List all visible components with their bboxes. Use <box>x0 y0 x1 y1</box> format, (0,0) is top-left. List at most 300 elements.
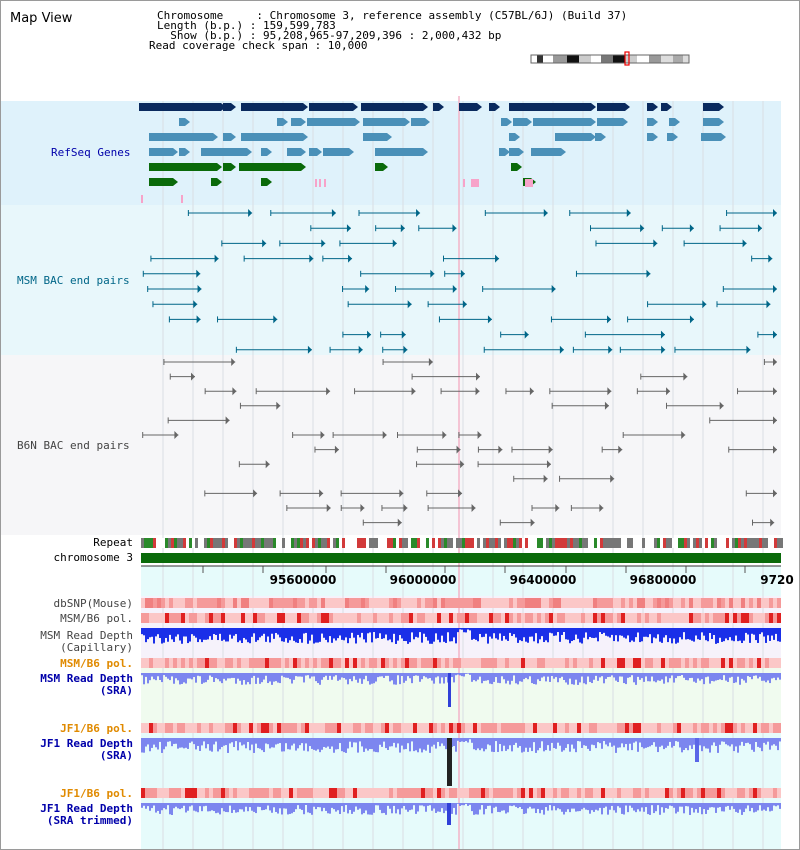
gene-model[interactable] <box>597 103 625 111</box>
gene-model[interactable] <box>179 148 185 156</box>
gene-model[interactable] <box>239 163 301 171</box>
gene-model[interactable] <box>261 148 267 156</box>
read-depth-bar <box>297 803 299 805</box>
read-depth-bar <box>305 673 307 676</box>
repeat-element <box>603 538 606 548</box>
track-label-jf1-read-depth-sra[interactable]: JF1 Read Depth (SRA) <box>40 737 133 762</box>
polymorphism-cell <box>761 723 765 733</box>
repeat-element <box>318 538 321 548</box>
repeat-element <box>426 538 429 548</box>
gene-model[interactable] <box>179 118 185 126</box>
gene-model[interactable] <box>307 118 355 126</box>
polymorphism-cell <box>445 788 449 798</box>
read-depth-bar <box>421 673 423 679</box>
read-depth-bar <box>355 738 357 743</box>
gene-model[interactable] <box>149 163 217 171</box>
read-depth-bar <box>287 628 289 643</box>
polymorphism-cell <box>661 598 665 608</box>
read-depth-bar <box>189 628 191 642</box>
read-depth-bar <box>467 673 469 674</box>
read-depth-bar <box>723 628 725 641</box>
polymorphism-cell <box>473 613 477 623</box>
read-depth-bar <box>571 673 573 684</box>
polymorphism-cell <box>705 723 709 733</box>
read-depth-bar <box>631 673 633 675</box>
read-depth-bar <box>729 628 731 637</box>
polymorphism-cell <box>577 613 581 623</box>
polymorphism-cell <box>425 613 429 623</box>
read-depth-bar <box>257 673 259 678</box>
read-depth-bar <box>587 738 589 749</box>
polymorphism-cell <box>169 598 173 608</box>
repeat-element <box>156 538 159 548</box>
read-depth-bar <box>309 738 311 746</box>
read-depth-bar <box>773 803 775 806</box>
read-depth-bar <box>327 803 329 813</box>
read-depth-bar <box>649 673 651 681</box>
read-depth-bar <box>435 803 437 813</box>
repeat-element <box>735 538 738 548</box>
gene-model[interactable] <box>287 148 301 156</box>
repeat-element <box>363 538 366 548</box>
gene-model[interactable] <box>597 118 623 126</box>
gene-model[interactable] <box>223 103 231 111</box>
polymorphism-cell <box>453 598 457 608</box>
polymorphism-cell <box>189 613 193 623</box>
read-depth-bar <box>377 628 379 638</box>
polymorphism-cell <box>413 723 417 733</box>
polymorphism-cell <box>237 723 241 733</box>
read-depth-bar <box>225 628 227 642</box>
read-depth-bar <box>193 673 195 677</box>
read-depth-bar <box>757 628 759 643</box>
polymorphism-cell <box>697 723 701 733</box>
read-depth-bar <box>741 628 743 643</box>
length-line: Length (b.p.) : 159,599,783 <box>157 19 336 32</box>
polymorphism-cell <box>749 598 753 608</box>
read-depth-bar <box>361 803 363 814</box>
polymorphism-cell <box>773 788 777 798</box>
gene-model[interactable] <box>261 178 267 186</box>
read-depth-bar <box>587 673 589 677</box>
read-depth-bar <box>339 738 341 743</box>
read-depth-bar <box>211 738 213 752</box>
read-depth-bar <box>413 803 415 805</box>
gene-model[interactable] <box>511 163 517 171</box>
gene-model[interactable] <box>647 118 653 126</box>
repeat-element <box>141 538 144 548</box>
polymorphism-cell <box>273 598 277 608</box>
read-depth-bar <box>747 803 749 805</box>
read-depth-bar <box>545 673 547 681</box>
polymorphism-cell <box>501 613 505 623</box>
read-depth-bar <box>477 803 479 815</box>
polymorphism-cell <box>701 613 705 623</box>
polymorphism-cell <box>373 723 377 733</box>
gene-model[interactable] <box>363 133 387 141</box>
read-depth-bar <box>357 803 359 810</box>
polymorphism-cell <box>597 788 601 798</box>
polymorphism-cell <box>277 613 281 623</box>
read-depth-bar <box>329 628 331 636</box>
gene-model[interactable] <box>149 178 173 186</box>
polymorphism-cell <box>437 788 441 798</box>
polymorphism-cell <box>589 598 593 608</box>
polymorphism-cell <box>625 658 629 668</box>
read-depth-bar <box>161 673 163 682</box>
read-depth-bar <box>369 803 371 815</box>
read-depth-bar <box>559 738 561 746</box>
gene-model[interactable] <box>149 133 213 141</box>
gene-model[interactable] <box>361 103 423 111</box>
read-depth-bar <box>423 628 425 634</box>
polymorphism-cell <box>501 598 505 608</box>
gene-model[interactable] <box>509 148 519 156</box>
ideogram-band <box>543 55 553 63</box>
read-depth-bar <box>439 628 441 642</box>
polymorphism-cell <box>649 613 653 623</box>
read-depth-bar <box>599 628 601 632</box>
polymorphism-cell <box>749 788 753 798</box>
read-depth-bar <box>751 628 753 634</box>
polymorphism-cell <box>505 788 509 798</box>
polymorphism-cell <box>649 723 653 733</box>
read-depth-bar <box>521 673 523 682</box>
page-title: Map View <box>10 11 73 26</box>
gene-model[interactable] <box>647 133 653 141</box>
read-depth-bar <box>519 738 521 746</box>
track-label-chromosome[interactable]: chromosome 3 <box>53 551 133 564</box>
read-depth-bar <box>669 738 671 742</box>
polymorphism-cell <box>445 613 449 623</box>
gene-model[interactable] <box>201 148 247 156</box>
track-label-msm-read-depth-sra[interactable]: MSM Read Depth (SRA) <box>40 672 133 697</box>
track-label-refseq[interactable]: RefSeq Genes <box>51 146 131 159</box>
read-depth-bar <box>519 673 521 681</box>
read-depth-bar <box>697 803 699 813</box>
gene-model[interactable] <box>139 103 221 111</box>
read-depth-bar <box>579 738 581 741</box>
read-depth-bar <box>575 803 577 812</box>
read-depth-bar <box>529 738 531 748</box>
read-depth-bar <box>281 673 283 676</box>
repeat-element <box>612 538 615 548</box>
read-depth-bar <box>417 628 419 638</box>
polymorphism-cell <box>237 598 241 608</box>
repeat-element <box>315 538 318 548</box>
read-depth-bar <box>779 738 781 741</box>
read-depth-bar <box>389 628 391 639</box>
read-depth-bar <box>227 673 229 678</box>
gene-model[interactable] <box>241 103 303 111</box>
track-label-dbsnp[interactable]: dbSNP(Mouse) <box>53 597 133 610</box>
read-depth-bar <box>155 673 157 680</box>
track-label-b6n-bac[interactable]: B6N BAC end pairs <box>17 439 130 452</box>
polymorphism-cell <box>393 598 397 608</box>
read-depth-bar <box>733 628 735 641</box>
read-depth-bar <box>379 673 381 677</box>
gene-model[interactable] <box>509 103 591 111</box>
repeat-element <box>312 538 315 548</box>
read-depth-bar <box>655 738 657 747</box>
track-label-msm-b6-pol-1[interactable]: MSM/B6 pol. <box>60 612 133 625</box>
polymorphism-cell <box>317 613 321 623</box>
read-depth-bar <box>739 803 741 809</box>
read-depth-bar <box>751 673 753 679</box>
chromosome-bar[interactable] <box>141 553 781 563</box>
read-depth-bar <box>319 803 321 807</box>
read-depth-bar <box>687 628 689 639</box>
gene-model[interactable] <box>375 148 423 156</box>
read-depth-bar <box>153 738 155 745</box>
gene-model[interactable] <box>433 103 439 111</box>
read-depth-bar <box>365 628 367 643</box>
repeat-element <box>693 538 696 548</box>
track-label-jf1-read-depth-trimmed[interactable]: JF1 Read Depth (SRA trimmed) <box>40 802 133 827</box>
polymorphism-cell <box>405 723 409 733</box>
read-depth-bar <box>333 738 335 753</box>
polymorphism-cell <box>245 598 249 608</box>
polymorphism-cell <box>261 788 265 798</box>
gene-model[interactable] <box>223 133 231 141</box>
read-depth-bar <box>681 738 683 752</box>
read-depth-bar <box>351 738 353 747</box>
polymorphism-cell <box>257 788 261 798</box>
show-range-line: Show (b.p.) : 95,208,965-97,209,396 : 2,000,432 bp <box>157 29 502 42</box>
polymorphism-cell <box>653 598 657 608</box>
polymorphism-cell <box>261 723 265 733</box>
read-depth-bar <box>645 738 647 748</box>
repeat-element <box>645 538 648 548</box>
read-depth-bar <box>415 803 417 814</box>
polymorphism-cell <box>457 723 461 733</box>
polymorphism-cell <box>413 598 417 608</box>
polymorphism-cell <box>441 598 445 608</box>
read-depth-bar <box>465 803 467 804</box>
polymorphism-cell <box>333 788 337 798</box>
read-depth-bar <box>317 673 319 683</box>
gene-model[interactable] <box>223 163 231 171</box>
polymorphism-cell <box>385 613 389 623</box>
polymorphism-cell <box>549 658 553 668</box>
read-depth-bar <box>525 628 527 642</box>
polymorphism-cell <box>449 788 453 798</box>
track-label-msm-bac[interactable]: MSM BAC end pairs <box>17 274 130 287</box>
gene-model[interactable] <box>513 118 527 126</box>
gene-model[interactable] <box>291 118 301 126</box>
read-depth-bar <box>179 738 181 748</box>
read-depth-bar <box>689 673 691 678</box>
read-depth-bar <box>181 738 183 747</box>
gene-model[interactable] <box>323 148 349 156</box>
read-depth-bar <box>509 738 511 745</box>
polymorphism-cell <box>313 598 317 608</box>
repeat-element <box>516 538 519 548</box>
read-depth-bar <box>499 673 501 683</box>
track-label-jf1-b6-pol-2[interactable]: JF1/B6 pol. <box>60 787 133 800</box>
read-depth-bar <box>227 803 229 812</box>
gene-model[interactable] <box>411 118 425 126</box>
read-depth-bar <box>291 673 293 684</box>
gene-model[interactable] <box>531 148 561 156</box>
read-depth-bar <box>595 673 597 676</box>
gene-model[interactable] <box>509 133 515 141</box>
read-depth-bar <box>227 738 229 753</box>
read-depth-bar <box>687 738 689 750</box>
gene-model[interactable] <box>501 118 507 126</box>
polymorphism-cell <box>345 613 349 623</box>
gene-model[interactable] <box>459 103 477 111</box>
read-depth-bar <box>501 628 503 641</box>
read-depth-bar <box>345 628 347 637</box>
track-label-jf1-b6-pol-1[interactable]: JF1/B6 pol. <box>60 722 133 735</box>
read-depth-bar <box>629 803 631 806</box>
repeat-element <box>306 538 309 548</box>
gene-model[interactable] <box>703 118 719 126</box>
read-depth-bar <box>141 803 143 808</box>
polymorphism-cell <box>553 723 557 733</box>
polymorphism-cell <box>533 658 537 668</box>
polymorphism-cell <box>561 658 565 668</box>
polymorphism-cell <box>613 788 617 798</box>
polymorphism-cell <box>365 598 369 608</box>
read-depth-bar <box>231 803 233 813</box>
read-depth-bar <box>167 673 169 679</box>
read-depth-bar <box>149 673 151 680</box>
polymorphism-cell <box>509 788 513 798</box>
polymorphism-cell <box>241 723 245 733</box>
track-label-msm-read-depth-capillary[interactable]: MSM Read Depth (Capillary) <box>40 629 133 654</box>
read-depth-bar <box>253 673 255 676</box>
gene-model[interactable] <box>669 118 675 126</box>
repeat-element <box>672 538 675 548</box>
gene-model[interactable] <box>277 118 283 126</box>
polymorphism-cell <box>513 598 517 608</box>
polymorphism-cell <box>397 658 401 668</box>
read-depth-bar <box>225 738 227 745</box>
gene-model[interactable] <box>149 148 173 156</box>
read-depth-bar <box>551 738 553 743</box>
gene-model[interactable] <box>363 118 405 126</box>
polymorphism-cell <box>465 723 469 733</box>
chromosome-info <box>149 11 627 51</box>
polymorphism-cell <box>217 598 221 608</box>
ideogram-band <box>601 55 613 63</box>
polymorphism-cell <box>201 723 205 733</box>
polymorphism-cell <box>577 658 581 668</box>
polymorphism-cell <box>441 658 445 668</box>
polymorphism-cell <box>537 613 541 623</box>
polymorphism-cell <box>633 723 637 733</box>
read-depth-bar <box>761 628 763 632</box>
polymorphism-cell <box>453 658 457 668</box>
polymorphism-cell <box>741 598 745 608</box>
read-depth-bar <box>755 628 757 640</box>
read-depth-bar <box>755 673 757 675</box>
gene-model[interactable] <box>241 133 303 141</box>
polymorphism-cell <box>457 613 461 623</box>
track-label-repeat[interactable]: Repeat <box>93 536 133 549</box>
gene-model[interactable] <box>211 178 217 186</box>
gene-model[interactable] <box>661 103 667 111</box>
read-depth-bar <box>395 803 397 813</box>
read-depth-bar <box>237 628 239 642</box>
read-depth-bar <box>405 628 407 641</box>
polymorphism-cell <box>225 658 229 668</box>
read-depth-bar <box>279 803 281 808</box>
polymorphism-cell <box>237 788 241 798</box>
gene-model[interactable] <box>595 133 601 141</box>
polymorphism-cell <box>585 788 589 798</box>
track-label-msm-b6-pol-2[interactable]: MSM/B6 pol. <box>60 657 133 670</box>
read-depth-bar <box>713 673 715 681</box>
read-depth-bar <box>383 803 385 813</box>
gene-model[interactable] <box>499 148 505 156</box>
read-depth-bar <box>503 738 505 746</box>
read-depth-bar <box>621 673 623 677</box>
read-depth-bar <box>577 738 579 741</box>
gene-model[interactable] <box>555 133 591 141</box>
gene-model[interactable] <box>533 118 591 126</box>
read-depth-bar <box>671 738 673 748</box>
read-depth-bar <box>333 628 335 638</box>
read-depth-bar <box>777 673 779 678</box>
polymorphism-cell <box>437 723 441 733</box>
read-depth-bar <box>769 673 771 683</box>
read-depth-bar <box>231 738 233 742</box>
repeat-element <box>768 538 771 548</box>
read-depth-bar <box>677 628 679 643</box>
gene-model[interactable] <box>489 103 495 111</box>
read-depth-bar <box>543 803 545 815</box>
polymorphism-cell <box>585 613 589 623</box>
polymorphism-cell <box>305 613 309 623</box>
read-depth-bar <box>605 738 607 744</box>
gene-model[interactable] <box>309 148 317 156</box>
repeat-element <box>726 538 729 548</box>
gene-model[interactable] <box>309 103 353 111</box>
polymorphism-cell <box>493 788 497 798</box>
gene-model[interactable] <box>375 163 383 171</box>
repeat-element <box>600 538 603 548</box>
read-depth-bar <box>149 738 151 751</box>
gene-model[interactable] <box>667 133 673 141</box>
read-depth-bar <box>151 738 153 748</box>
read-depth-bar <box>569 738 571 752</box>
read-depth-bar <box>759 628 761 634</box>
read-depth-bar <box>541 803 543 810</box>
read-depth-bar <box>335 738 337 749</box>
polymorphism-cell <box>581 613 585 623</box>
polymorphism-cell <box>733 613 737 623</box>
gene-model[interactable] <box>701 133 721 141</box>
gene-model[interactable] <box>647 103 653 111</box>
polymorphism-cell <box>641 613 645 623</box>
gene-model[interactable] <box>703 103 719 111</box>
polymorphism-cell <box>221 723 225 733</box>
read-depth-bar <box>713 803 715 807</box>
read-depth-bar <box>445 628 447 643</box>
polymorphism-cell <box>505 613 509 623</box>
polymorphism-cell <box>401 788 405 798</box>
polymorphism-cell <box>305 598 309 608</box>
repeat-element <box>762 538 765 548</box>
polymorphism-cell <box>201 598 205 608</box>
read-depth-bar <box>609 738 611 743</box>
polymorphism-cell <box>673 598 677 608</box>
read-depth-bar <box>603 673 605 683</box>
read-depth-bar <box>249 738 251 750</box>
